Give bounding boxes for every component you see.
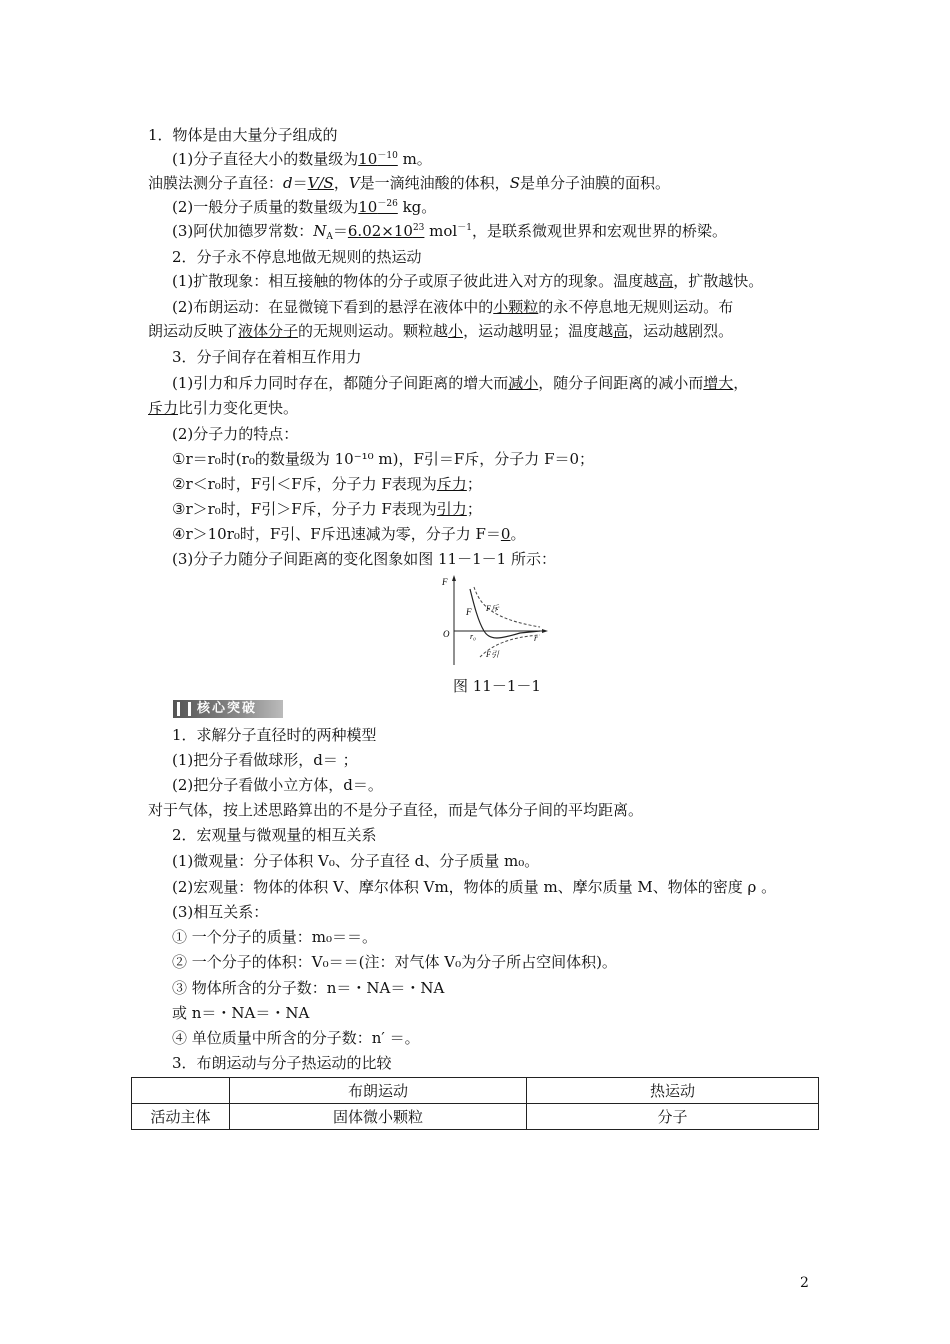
section-2-heading: 2．分子永不停息地做无规则的热运动 [172, 248, 422, 266]
table-cell: 分子 [527, 1104, 819, 1130]
table-header-cell [132, 1078, 230, 1104]
attraction-label: F引 [486, 650, 499, 659]
r-axis-label: r [534, 633, 538, 643]
per-mass-count-relation: ④ 单位质量中所含的分子数：n′ ＝。 [172, 1029, 420, 1047]
molecule-volume-relation: ② 一个分子的体积：V₀＝＝(注：对气体 V₀为分子所占空间体积)。 [172, 953, 617, 971]
repulsion-curve [474, 587, 540, 627]
repulsion-faster-line: 斥力比引力变化更快。 [148, 399, 299, 417]
oil-film-method-line: 油膜法测分子直径：d＝V/S，V是一滴纯油酸的体积，S是单分子油膜的面积。 [148, 174, 670, 192]
section-1-heading: 1．物体是由大量分子组成的 [148, 126, 338, 144]
net-force-label: F [466, 607, 472, 617]
cube-model-line: (2)把分子看做小立方体，d＝。 [172, 776, 383, 794]
relations-line: (3)相互关系： [172, 903, 269, 921]
case-less-line: ②r＜r₀时，F引＜F斥，分子力 F表现为斥力； [172, 475, 482, 493]
brownian-line-2: 朗运动反映了液体分子的无规则运动。颗粒越小，运动越明显；温度越高，运动越剧烈。 [148, 322, 734, 340]
banner-bars-icon [177, 702, 191, 716]
gas-note-line: 对于气体，按上述思路算出的不是分子直径，而是气体分子间的平均距离。 [148, 801, 644, 819]
sphere-model-line: (1)把分子看做球形，d＝ ； [172, 751, 358, 769]
avogadro-line: (3)阿伏加德罗常数：$N_A=6.02\times 10^{23}$ mol$^{-1}$，是联系微观世界和宏观世界的桥梁。 [172, 222, 727, 242]
comparison-heading: 3．布朗运动与分子热运动的比较 [172, 1054, 392, 1072]
force-coexist-line: (1)引力和斥力同时存在，都随分子间距离的增大而减小，随分子间距离的减小而增大， [172, 374, 749, 392]
case-far-line: ④r＞10r₀时，F引、F斥迅速减为零，分子力 F＝0。 [172, 525, 526, 543]
table-header-cell: 热运动 [527, 1078, 819, 1104]
case-equal-line: ①r＝r₀时(r₀的数量级为 10⁻¹⁰ m)，F引＝F斥，分子力 F＝0； [172, 450, 595, 468]
molecular-force-graph [440, 575, 550, 667]
graph-intro-line: (3)分子力随分子间距离的变化图象如图 11－1－1 所示： [172, 550, 556, 568]
macro-micro-heading: 2．宏观量与微观量的相互关系 [172, 826, 377, 844]
brownian-line-1: (2)布朗运动：在显微镜下看到的悬浮在液体中的小颗粒的永不停息地无规则运动。布 [172, 298, 734, 316]
core-breakthrough-banner: 核心突破 [173, 700, 283, 718]
table-cell: 活动主体 [132, 1104, 230, 1130]
repulsion-label: F斥 [486, 604, 499, 613]
table-header-row [132, 1078, 819, 1104]
r0-label: r₀ [470, 632, 476, 641]
case-greater-line: ③r＞r₀时，F引＞F斥，分子力 F表现为引力； [172, 500, 482, 518]
molecule-count-alt: 或 n＝・NA＝・NA [172, 1004, 310, 1022]
f-axis-label: F [442, 577, 448, 587]
section-3-heading: 3．分子间存在着相互作用力 [172, 348, 362, 366]
molecule-count-relation: ③ 物体所含的分子数：n＝・NA＝・NA [172, 979, 445, 997]
macro-quantities-line: (2)宏观量：物体的体积 V、摩尔体积 Vm，物体的质量 m、摩尔质量 M、物体的密度 ρ 。 [172, 878, 777, 896]
molecule-diameter-line: (1)分子直径大小的数量级为$10^{-10}$ m。 [172, 150, 432, 168]
r-axis-arrow [542, 629, 548, 633]
table-row [132, 1104, 819, 1130]
figure-caption: 图 11－1－1 [453, 677, 541, 695]
diffusion-line: (1)扩散现象：相互接触的物体的分子或原子彼此进入对方的现象。温度越高，扩散越快。 [172, 272, 764, 290]
micro-quantities-line: (1)微观量：分子体积 V₀、分子直径 d、分子质量 m₀。 [172, 852, 540, 870]
force-features-line: (2)分子力的特点： [172, 425, 299, 443]
molecule-mass-line: (2)一般分子质量的数量级为$10^{-26}$ kg。 [172, 198, 437, 216]
f-axis-arrow [452, 575, 456, 581]
table-cell: 固体微小颗粒 [230, 1104, 527, 1130]
table-header-cell: 布朗运动 [230, 1078, 527, 1104]
page-number: 2 [800, 1275, 809, 1291]
origin-label: O [443, 629, 450, 639]
diameter-models-heading: 1．求解分子直径时的两种模型 [172, 726, 377, 744]
molecule-mass-relation: ① 一个分子的质量：m₀＝＝。 [172, 928, 378, 946]
comparison-table [131, 1077, 819, 1130]
